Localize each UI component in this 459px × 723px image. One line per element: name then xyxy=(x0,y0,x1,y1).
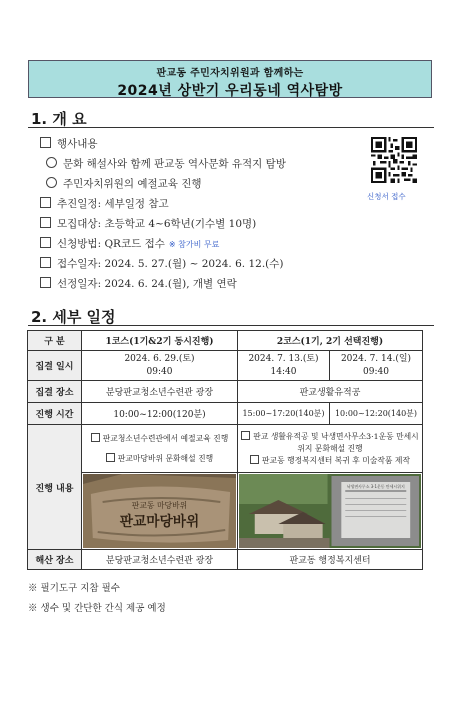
table-row xyxy=(28,381,423,403)
course2-content-list xyxy=(238,425,423,473)
overview-subitem: 문화 해설사와 함께 판교동 역사문화 유적지 탐방 xyxy=(46,156,286,171)
section2-title: 2. 세부 일정 xyxy=(31,308,116,326)
table-row xyxy=(28,473,423,550)
course2b-time: 10:00~12:20(140분) xyxy=(330,403,423,425)
section1-divider xyxy=(28,127,434,128)
row-label-content: 진행 내용 xyxy=(28,425,82,550)
course2b-date-cell: 2024. 7. 14.(일) 09:40 xyxy=(330,351,423,381)
course1-date-cell: 2024. 6. 29.(토) 09:40 xyxy=(82,351,238,381)
photo-small-caption: 판교동 마당바위 xyxy=(131,500,188,511)
checkbox-icon xyxy=(91,433,100,442)
table-row xyxy=(28,550,423,570)
title-banner xyxy=(28,60,432,98)
course2a-date-cell: 2024. 7. 13.(토) 14:40 xyxy=(238,351,330,381)
madang-rock-photo xyxy=(83,474,236,548)
row-label-dismiss: 해산 장소 xyxy=(28,550,82,570)
course1-photo-cell xyxy=(82,473,238,550)
list-item: 판교 생활유적공 및 낙생면사무소3·1운동 만세시위지 문화해설 진행 xyxy=(238,431,422,455)
row-label-place: 집결 장소 xyxy=(28,381,82,403)
overview-item: 접수일자: 2024. 5. 27.(월) ~ 2024. 6. 12.(수) xyxy=(40,256,284,271)
banner-title: 2024년 상반기 우리동네 역사탐방 xyxy=(117,83,343,99)
checkbox-icon xyxy=(40,277,51,288)
checkbox-icon xyxy=(241,431,250,440)
overview-item: 신청방법: QR코드 접수 ※ 참가비 무료 xyxy=(40,236,219,251)
footnote: ※ 필기도구 지참 필수 xyxy=(28,583,120,594)
course2a-time: 15:00~17:20(140분) xyxy=(238,403,330,425)
course2-place: 판교생활유적공 xyxy=(238,381,423,403)
course1-time: 10:00~12:00(120분) xyxy=(82,403,238,425)
course1-dismiss: 분당판교청소년수련관 광장 xyxy=(82,550,238,570)
table-row xyxy=(28,403,423,425)
schedule-table xyxy=(27,330,423,570)
checkbox-icon xyxy=(40,197,51,208)
course2-header: 2코스(1기, 2기 선택진행) xyxy=(238,331,423,351)
row-label-date: 집결 일시 xyxy=(28,351,82,381)
qr-caption: 신청서 접수 xyxy=(367,192,406,201)
circle-bullet-icon xyxy=(46,157,57,168)
qr-code-icon[interactable] xyxy=(371,137,417,183)
section2-divider xyxy=(28,325,434,326)
overview-subitem: 주민자치위원의 예절교육 진행 xyxy=(46,176,202,191)
table-row xyxy=(28,425,423,473)
table-row xyxy=(28,351,423,381)
row-label-time: 진행 시간 xyxy=(28,403,82,425)
course1-place: 분당판교청소년수련관 광장 xyxy=(82,381,238,403)
section1-title: 1. 개 요 xyxy=(31,110,87,128)
header-label: 구 분 xyxy=(28,331,82,351)
photo-caption: 판교마당바위 xyxy=(119,513,200,531)
course1-content-list xyxy=(82,425,238,473)
list-item: 판교마당바위 문화해설 진행 xyxy=(82,453,237,465)
course1-header: 1코스(1기&2기 동시진행) xyxy=(82,331,238,351)
course2-dismiss: 판교동 행정복지센터 xyxy=(238,550,423,570)
course2-photo-cell xyxy=(238,473,423,550)
checkbox-icon xyxy=(40,237,51,248)
checkbox-icon xyxy=(40,217,51,228)
footnote: ※ 생수 및 간단한 간식 제공 예정 xyxy=(28,603,166,614)
checkbox-icon xyxy=(40,257,51,268)
overview-item: 추진일정: 세부일정 참고 xyxy=(40,196,169,211)
checkbox-icon xyxy=(250,455,259,464)
checkbox-icon xyxy=(40,137,51,148)
list-item: 판교청소년수련관에서 예절교육 진행 xyxy=(82,433,237,445)
list-item: 판교동 행정복지센터 복귀 후 미술작품 제작 xyxy=(238,455,422,467)
plaque-text: 낙생면사무소 3·1운동 만세시위지 xyxy=(346,483,405,490)
historic-site-photo xyxy=(239,474,421,548)
banner-subtitle: 판교동 주민자치위원과 함께하는 xyxy=(156,68,304,79)
fee-note: ※ 참가비 무료 xyxy=(168,240,220,249)
table-row xyxy=(28,331,423,351)
overview-item: 모집대상: 초등학교 4~6학년(기수별 10명) xyxy=(40,216,256,231)
overview-item: 행사내용 xyxy=(40,136,98,151)
overview-item: 선정일자: 2024. 6. 24.(월), 개별 연락 xyxy=(40,276,237,291)
circle-bullet-icon xyxy=(46,177,57,188)
checkbox-icon xyxy=(106,453,115,462)
